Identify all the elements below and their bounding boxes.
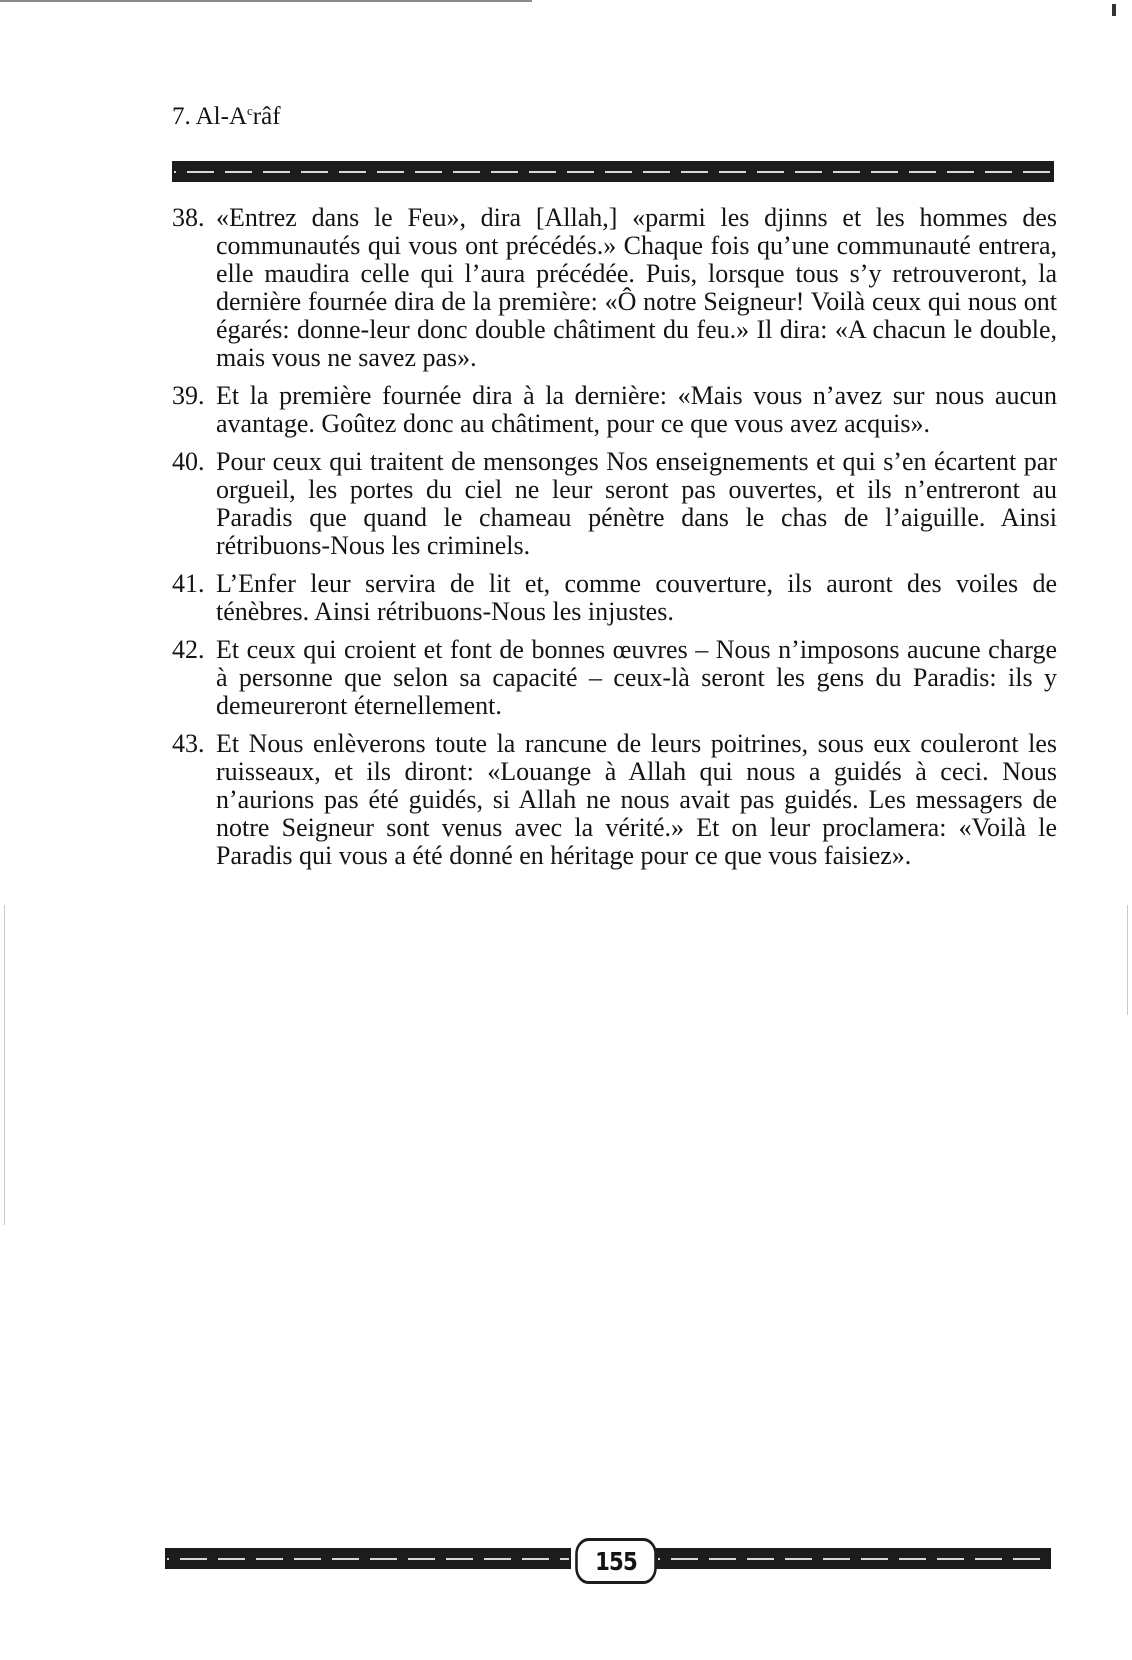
- verse-text: L’Enfer leur servira de lit et, comme couverture, ils auront des voiles de ténèbres. Ainsi rétribuons-Nous les injustes.: [216, 569, 1057, 626]
- ornamental-band-bottom-right: [656, 1548, 1051, 1569]
- verse-text: «Entrez dans le Feu», dira [Allah,] «parmi les djinns et les hommes des communautés qui vous ont précédés.» Chaque fois qu’une communauté entrera, elle maudira celle qui l’aura précédée. Puis, lorsque tous s’y retrouveront, la dernière fournée dira de la première: «Ô notre Seigneur! Voilà ceux qui nous ont égarés: donne-leur donc double châtiment du feu.» Il dira: «A chacun le double, mais vous ne savez pas».: [216, 203, 1057, 372]
- verse-40: [172, 448, 1057, 560]
- scan-top-rule: [0, 0, 532, 2]
- verse-42: [172, 636, 1057, 720]
- chapter-name: $Al-A^crâf$: [195, 103, 281, 130]
- verse-list: [172, 204, 1057, 880]
- verse-number: 42.: [172, 635, 205, 664]
- ornamental-band-bottom-left: [165, 1548, 571, 1569]
- verse-number: 43.: [172, 729, 205, 758]
- verse-text: Et Nous enlèverons toute la rancune de leurs poitrines, sous eux couleront les ruisseaux, et ils diront: «Louange à Allah qui nous a guidés à ceci. Nous n’aurions pas été guidés, si Allah ne nous avait pas guidés. Les messagers de notre Seigneur sont venus avec la vérité.» Et on leur proclamera: «Voilà le Paradis qui vous a été donné en héritage pour ce que vous faisiez».: [216, 729, 1057, 870]
- scan-corner-mark: [1112, 4, 1116, 16]
- scan-left-edge-trace: [4, 905, 5, 1225]
- page-number: 155: [575, 1538, 657, 1584]
- verse-text: Et ceux qui croient et font de bonnes œuvres – Nous n’imposons aucune charge à personne que selon sa capacité – ceux-là seront les gens du Paradis: ils y demeureront éternellement.: [216, 635, 1057, 720]
- verse-number: 41.: [172, 569, 205, 598]
- running-head: [172, 96, 281, 132]
- verse-text: Pour ceux qui traitent de mensonges Nos enseignements et qui s’en écartent par orgueil, les portes du ciel ne leur seront pas ouvertes, et ils n’entreront au Paradis que quand le chameau pénètre dans le chas de l’aiguille. Ainsi rétribuons-Nous les criminels.: [216, 447, 1057, 560]
- scan-right-edge-trace: [1127, 905, 1128, 1015]
- verse-text: Et la première fournée dira à la dernière: «Mais vous n’avez sur nous aucun avantage. Goûtez donc au châtiment, pour ce que vous avez acquis».: [216, 381, 1057, 438]
- verse-number: 38.: [172, 203, 205, 232]
- verse-number: 39.: [172, 381, 205, 410]
- verse-43: [172, 730, 1057, 870]
- verse-number: 40.: [172, 447, 205, 476]
- verse-41: [172, 570, 1057, 626]
- verse-39: [172, 382, 1057, 438]
- chapter-number: 7.: [172, 103, 191, 130]
- verse-38: [172, 204, 1057, 372]
- ornamental-band-top: [172, 161, 1054, 182]
